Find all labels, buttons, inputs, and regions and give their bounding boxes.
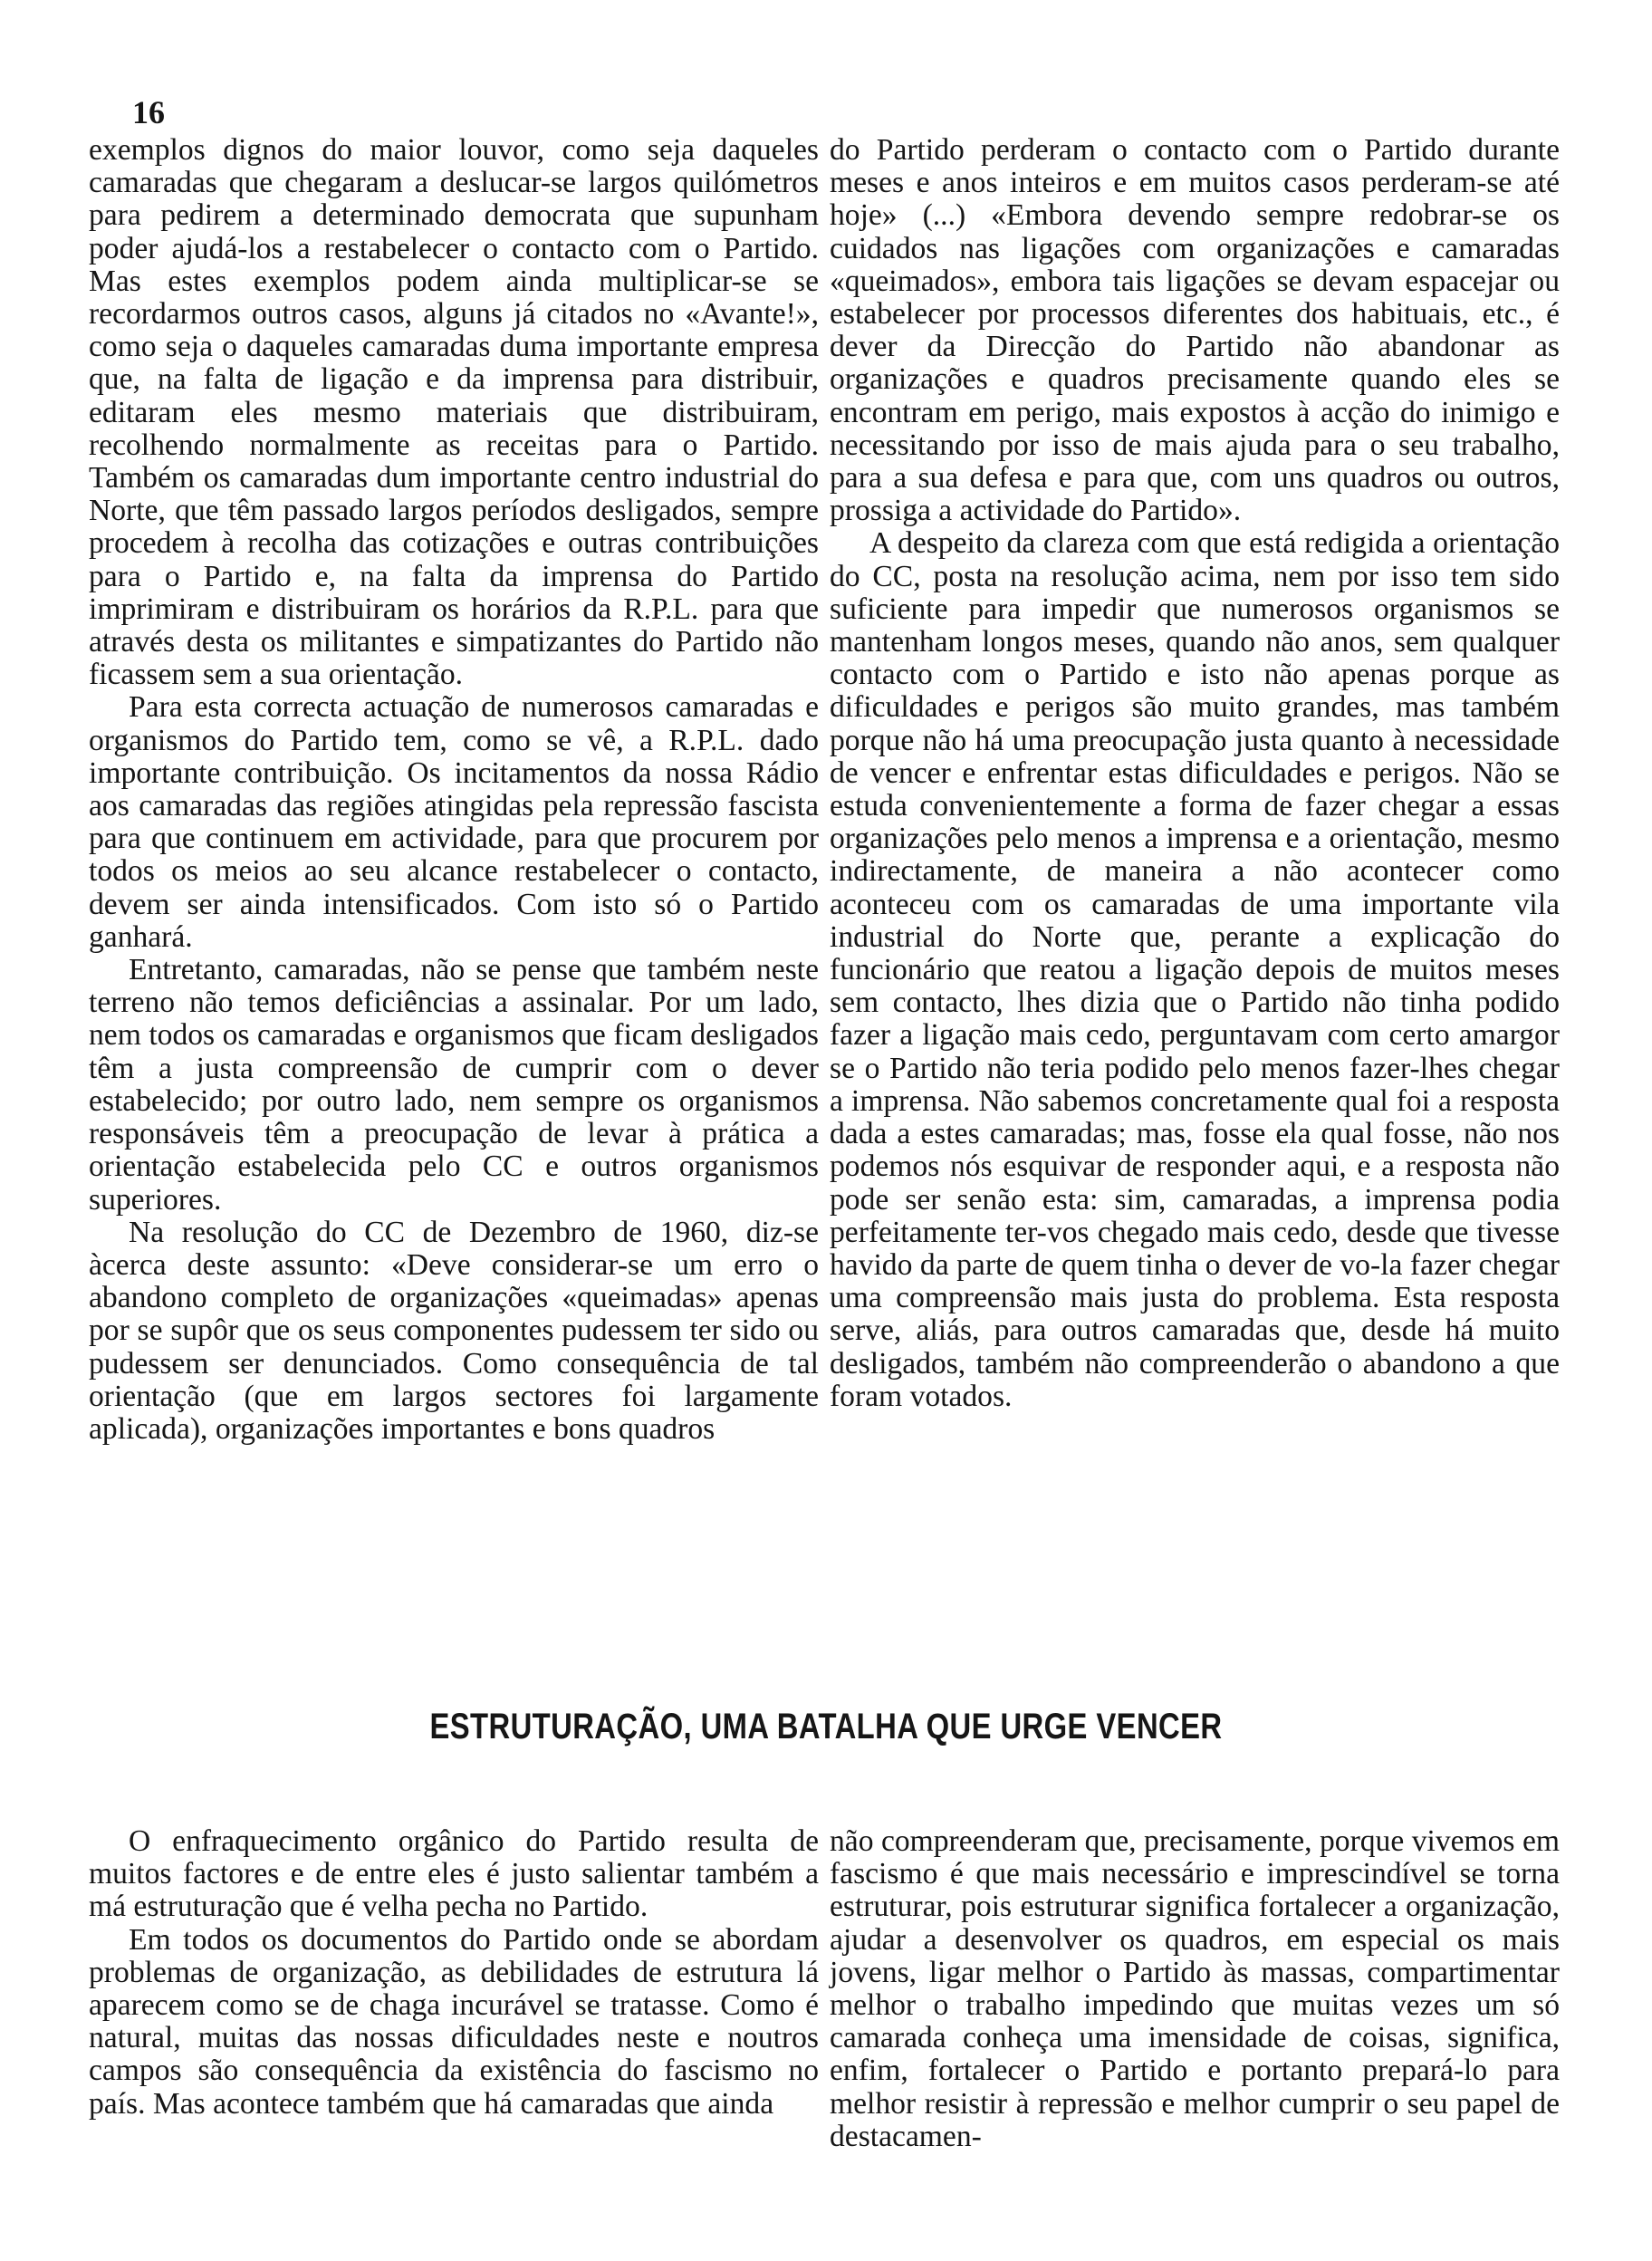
page-number: 16 — [132, 94, 165, 130]
top-left-column — [89, 134, 819, 1446]
paragraph: exemplos dignos do maior louvor, como seja daqueles camaradas que chegaram a deslucar-se largos quilómetros para pedirem a determinado democrata que supunham poder ajudá-los a restabelecer o contacto com o Partido. Mas estes exemplos podem ainda multiplicar-se se recordarmos outros casos, alguns já citados no «Avante!», como seja o daqueles camaradas duma importante empresa que, na falta de ligação e da imprensa para distribuir, editaram eles mesmo materiais que distribuiram, recolhendo normalmente as receitas para o Partido. Também os camaradas dum importante centro industrial do Norte, que têm passado largos períodos desligados, sempre procedem à recolha das cotizações e outras contribuições para o Partido e, na falta da imprensa do Partido imprimiram e distribuiram os horários da R.P.L. para que através desta os militantes e simpatizantes do Partido não ficassem sem a sua orientação. — [89, 133, 819, 692]
paragraph: Entretanto, camaradas, não se pense que também neste terreno não temos deficiências a assinalar. Por um lado, nem todos os camaradas e organismos que ficam desligados têm a justa compreensão de cumprir com o dever estabelecido; por outro lado, nem sempre os organismos responsáveis têm a preocupação de levar à prática a orientação estabelecida pelo CC e outros organismos superiores. — [89, 953, 819, 1217]
paragraph: Na resolução do CC de Dezembro de 1960, diz-se àcerca deste assunto: «Deve considerar-se um erro o abandono completo de organizações «queimadas» apenas por se supôr que os seus componentes pudessem ter sido ou pudessem ser denunciados. Como consequência de tal orientação (que em largos sectores foi largamente aplicada), organizações importantes e bons quadros — [89, 1215, 819, 1446]
top-right-column — [830, 134, 1560, 1413]
bottom-left-column — [89, 1825, 819, 2121]
paragraph: A despeito da clareza com que está redigida a orientação do CC, posta na resolução acima, nem por isso tem sido suficiente para impedir que numerosos organismos se mantenham longos meses, quando não anos, sem qualquer contacto com o Partido e isto não apenas porque as dificuldades e perigos são muito grandes, mas também porque não há uma preocupação justa quanto à necessidade de vencer e enfrentar estas dificuldades e perigos. Não se estuda convenientemente a forma de fazer chegar a essas organizações pelo menos a imprensa e a orientação, mesmo indirectamente, de maneira a não acontecer como aconteceu com os camaradas de uma importante vila industrial do Norte que, perante a explicação do funcionário que reatou a ligação depois de muitos meses sem contacto, lhes dizia que o Partido não tinha podido fazer a ligação mais cedo, perguntavam com certo amargor se o Partido não teria podido pelo menos fazer-lhes chegar a imprensa. Não sabemos concretamente qual foi a resposta dada a estes camaradas; mas, fosse ela qual fosse, não nos podemos nós esquivar de responder aqui, e a resposta não pode ser senão esta: sim, camaradas, a imprensa podia perfeitamente ter-vos chegado mais cedo, desde que tivesse havido da parte de quem tinha o dever de vo-la fazer chegar uma compreensão mais justa do problema. Esta resposta serve, aliás, para outros camaradas que, desde há muito desligados, também não compreenderão o abandono a que foram votados. — [830, 526, 1560, 1413]
paragraph: do Partido perderam o contacto com o Partido durante meses e anos inteiros e em muitos casos perderam-se até hoje» (...) «Embora devendo sempre redobrar-se os cuidados nas ligações com organizações e camaradas «queimados», embora tais ligações se devam espacejar ou estabelecer por processos diferentes dos habituais, etc., é dever da Direcção do Partido não abandonar as organizações e quadros precisamente quando eles se encontram em perigo, mais expostos à acção do inimigo e necessitando por isso de mais ajuda para o seu trabalho, para a sua defesa e para que, com uns quadros ou outros, prossiga a actividade do Partido». — [830, 133, 1560, 528]
paragraph: não compreenderam que, precisamente, porque vivemos em fascismo é que mais necessário e imprescindível se torna estruturar, pois estruturar significa fortalecer a organização, ajudar a desenvolver os quadros, em especial os mais jovens, ligar melhor o Partido às massas, compartimentar melhor o trabalho impedindo que muitas vezes um só camarada conheça uma imensidade de coisas, significa, enfim, fortalecer o Partido e portanto prepará-lo para melhor resistir à repressão e melhor cumprir o seu papel de destacamen- — [830, 1824, 1560, 2153]
bottom-right-column — [830, 1825, 1560, 2153]
paragraph: Em todos os documentos do Partido onde se abordam problemas de organização, as debilidades de estrutura lá aparecem como se de chaga incurável se tratasse. Como é natural, muitas das nossas dificuldades neste e noutros campos são consequência da existência do fascismo no país. Mas acontece também que há camaradas que ainda — [89, 1922, 819, 2121]
section-heading: ESTRUTURAÇÃO, UMA BATALHA QUE URGE VENCER — [429, 1707, 1223, 1746]
paragraph: O enfraquecimento orgânico do Partido resulta de muitos factores e de entre eles é justo salientar também a má estruturação que é velha pecha no Partido. — [89, 1824, 819, 1924]
paragraph: Para esta correcta actuação de numerosos camaradas e organismos do Partido tem, como se vê, a R.P.L. dado importante contribuição. Os incitamentos da nossa Rádio aos camaradas das regiões atingidas pela repressão fascista para que continuem em actividade, para que procurem por todos os meios ao seu alcance restabelecer o contacto, devem ser ainda intensificados. Com isto só o Partido ganhará. — [89, 690, 819, 954]
